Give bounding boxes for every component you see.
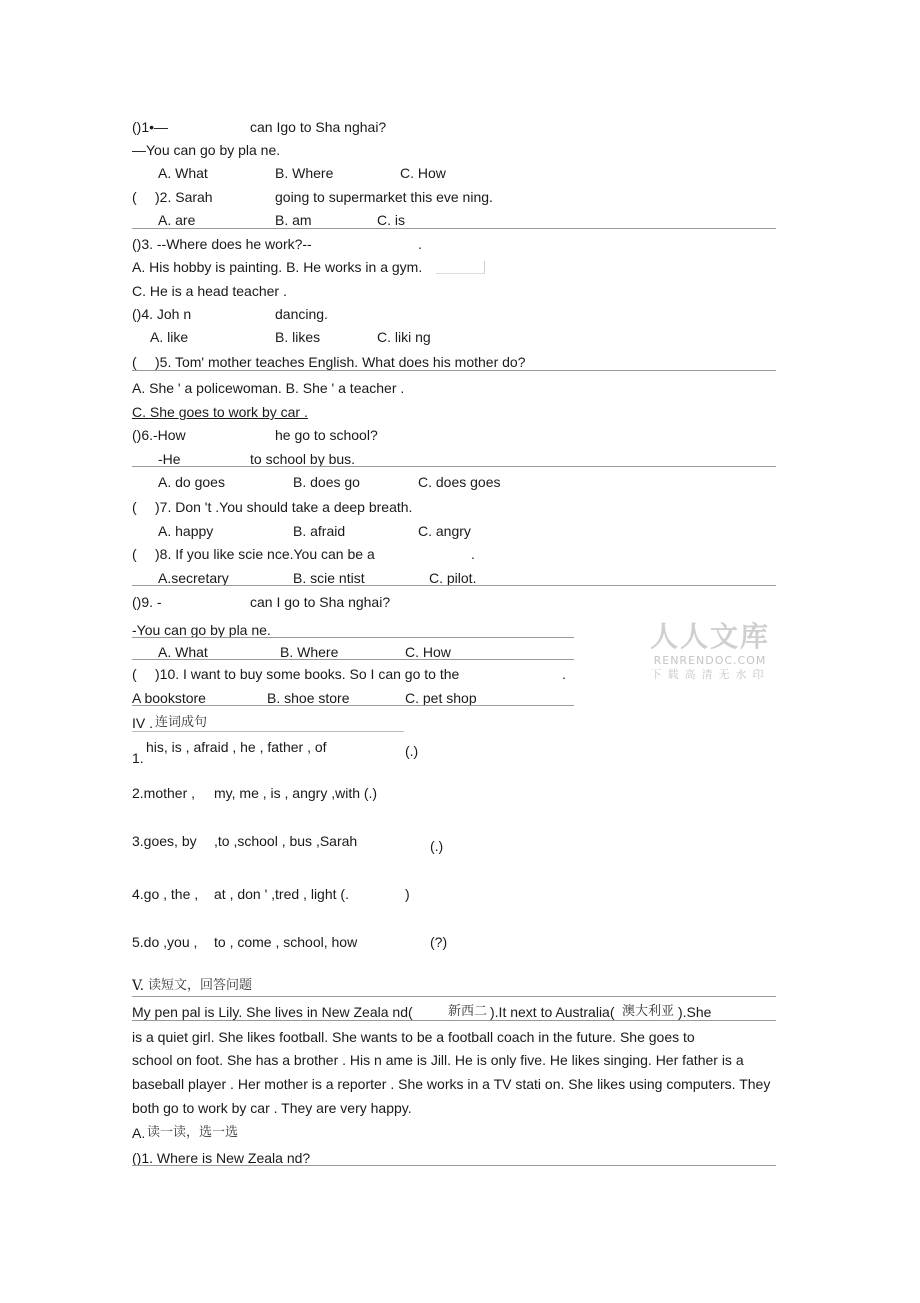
q10-option-c: C. pet shop — [405, 690, 477, 706]
q2-text: going to supermarket this eve ning. — [275, 189, 493, 205]
q5-option-c: C. She goes to work by car . — [132, 404, 308, 420]
passage-line5: both go to work by car . They are very happy. — [132, 1100, 412, 1116]
passage-line1-c: ).She — [678, 1004, 712, 1020]
q6-reply-start: -He — [158, 451, 181, 467]
section4-number: IV . — [132, 715, 154, 731]
q1-text: can Igo to Sha nghai? — [250, 119, 387, 135]
section4-title: 连词成句 — [155, 715, 208, 730]
s4-item5-start: 5.do ,you , — [132, 934, 198, 950]
s4-item5-words: to , come , school, how — [214, 934, 358, 950]
q1-option-a: A. What — [158, 165, 208, 181]
q10-option-a: A bookstore — [132, 690, 206, 706]
s4-item3-words: ,to ,school , bus ,Sarah — [214, 833, 358, 849]
q3-text: ()3. --Where does he work?-- — [132, 236, 312, 252]
q4-option-b: B. likes — [275, 329, 321, 345]
q1-reply: —You can go by pla ne. — [132, 142, 281, 158]
q8-text: )8. If you like scie nce.You can be a — [155, 546, 375, 562]
rule — [132, 705, 574, 706]
passage-line4: baseball player . Her mother is a reporter . She works in a TV stati on. She likes using computers. They — [132, 1076, 771, 1092]
q7-option-b: B. afraid — [293, 523, 346, 539]
q10-option-b: B. shoe store — [267, 690, 350, 706]
q8-option-a: A.secretary — [158, 570, 229, 586]
q2-option-c: C. is — [377, 212, 405, 228]
q3-options-ab: A. His hobby is painting. B. He works in a gym. — [132, 259, 423, 275]
part-a-q1: ()1. Where is New Zeala nd? — [132, 1150, 311, 1166]
rule — [132, 466, 776, 467]
passage-line1-cn1: 新西二 — [448, 1004, 488, 1019]
q5-options-ab: A. She ' a policewoman. B. She ' a teacher . — [132, 380, 405, 396]
q10-paren: ( — [132, 666, 137, 682]
q9-option-b: B. Where — [280, 644, 339, 660]
passage-line1-a: My pen pal is Lily. She lives in New Zeala nd( — [132, 1004, 413, 1020]
q9-number: ()9. - — [132, 594, 162, 610]
rule — [132, 637, 574, 638]
q6-number: ()6.-How — [132, 427, 186, 443]
s4-item2-words: my, me , is , angry ,with (.) — [214, 785, 378, 801]
watermark-site: RENRENDOC.COM — [653, 654, 767, 667]
s4-item1-number: 1. — [132, 750, 144, 766]
q3-blank-period: . — [418, 236, 422, 252]
part-a-title: 读一读，选一选 — [147, 1125, 239, 1140]
q9-text: can I go to Sha nghai? — [250, 594, 391, 610]
s4-item2-start: 2.mother , — [132, 785, 196, 801]
q4-number: ()4. Joh n — [132, 306, 192, 322]
faint-box — [436, 261, 485, 274]
q2-paren: ( — [132, 189, 137, 205]
s4-item4-close: ) — [405, 886, 410, 902]
passage-line2: is a quiet girl. She likes football. She wants to be a football coach in the future. She goes to — [132, 1029, 695, 1045]
q6-option-a: A. do goes — [158, 474, 225, 490]
rule — [132, 370, 776, 371]
q2-option-a: A. are — [158, 212, 196, 228]
q7-paren: ( — [132, 499, 137, 515]
q10-text: )10. I want to buy some books. So I can go to the — [155, 666, 460, 682]
q1-option-c: C. How — [400, 165, 446, 181]
rule — [132, 585, 776, 586]
q9-option-a: A. What — [158, 644, 208, 660]
rule — [132, 1020, 776, 1021]
q6-text: he go to school? — [275, 427, 378, 443]
q3-option-c: C. He is a head teacher . — [132, 283, 287, 299]
q6-reply-end: to school by bus. — [250, 451, 356, 467]
rule — [132, 1165, 776, 1166]
q4-option-a: A. like — [150, 329, 189, 345]
q8-option-c: C. pilot. — [429, 570, 477, 586]
passage-line3: school on foot. She has a brother . His n ame is Jill. He is only five. He likes singing. Her father is a — [132, 1052, 744, 1068]
q9-reply: -You can go by pla ne. — [132, 622, 271, 638]
q4-option-c: C. liki ng — [377, 329, 431, 345]
q7-option-a: A. happy — [158, 523, 214, 539]
watermark-logo — [648, 620, 772, 682]
q2-option-b: B. am — [275, 212, 312, 228]
rule — [132, 731, 404, 732]
watermark-slogan: 下载高清无水印 — [650, 668, 770, 681]
q7-option-c: C. angry — [418, 523, 471, 539]
q5-text: )5. Tom' mother teaches English. What does his mother do? — [155, 354, 526, 370]
q5-paren: ( — [132, 354, 137, 370]
rule — [132, 228, 776, 229]
q2-number: )2. Sarah — [155, 189, 213, 205]
s4-item5-punct: (?) — [430, 934, 448, 950]
rule — [132, 659, 574, 660]
rule — [132, 996, 776, 997]
s4-item4-words: at , don ' ,tred , light (. — [214, 886, 349, 902]
q8-option-b: B. scie ntist — [293, 570, 365, 586]
q9-option-c: C. How — [405, 644, 451, 660]
section5-title: 读短文，回答问题 — [148, 978, 253, 993]
passage-line1-b: ).It next to Australia( — [490, 1004, 615, 1020]
s4-item4-start: 4.go , the , — [132, 886, 199, 902]
section5-number: V. — [132, 978, 145, 994]
s4-item3-start: 3.goes, by — [132, 833, 197, 849]
q8-paren: ( — [132, 546, 137, 562]
part-a-label: A. — [132, 1125, 146, 1141]
q1-option-b: B. Where — [275, 165, 334, 181]
q10-blank-period: . — [562, 666, 566, 682]
q6-option-c: C. does goes — [418, 474, 501, 490]
q7-text: )7. Don 't .You should take a deep breath. — [155, 499, 413, 515]
passage-line1-cn2: 澳大利亚 — [622, 1004, 675, 1019]
s4-item3-punct: (.) — [430, 838, 444, 854]
q8-blank-period: . — [471, 546, 475, 562]
s4-item1-punct: (.) — [405, 743, 419, 759]
watermark-brand: 人人文库 — [649, 620, 770, 653]
q4-text: dancing. — [275, 306, 328, 322]
s4-item1-words: his, is , afraid , he , father , of — [146, 739, 327, 755]
q6-option-b: B. does go — [293, 474, 360, 490]
q1-number: ()1•— — [132, 119, 169, 135]
